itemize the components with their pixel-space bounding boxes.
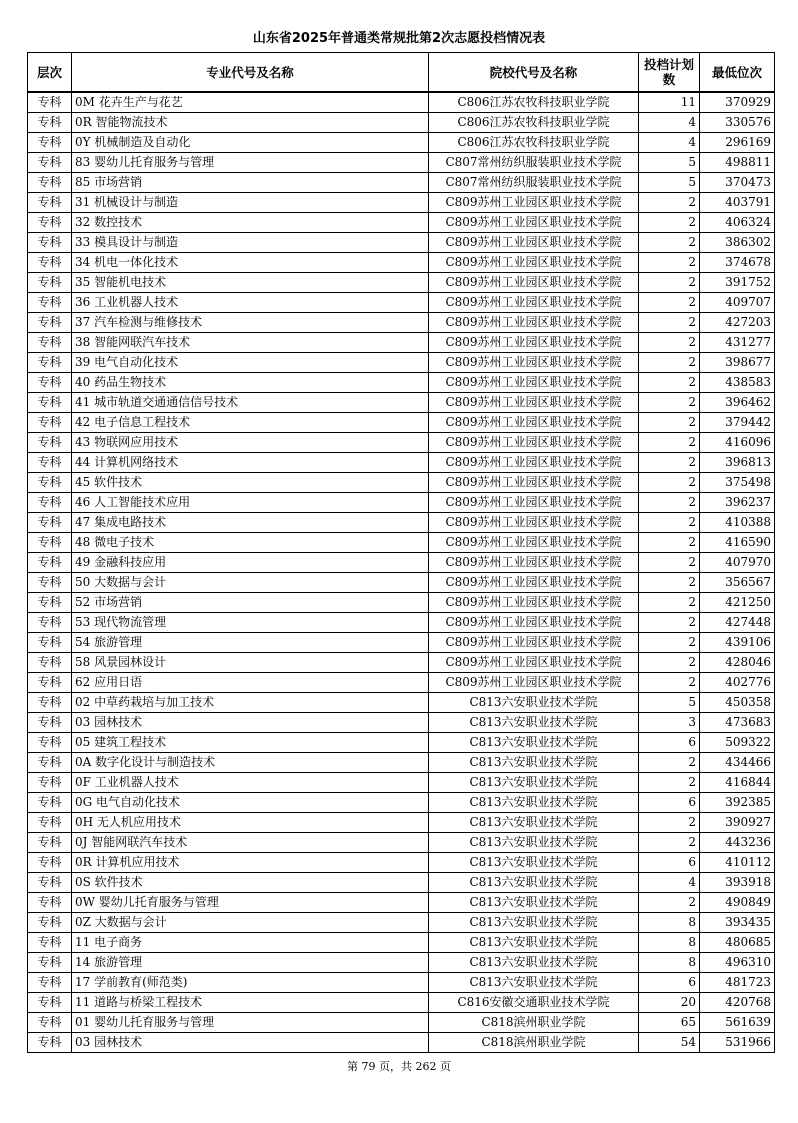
cell-level: 专科 xyxy=(28,813,72,833)
cell-min-rank: 409707 xyxy=(700,293,775,313)
cell-major: 54 旅游管理 xyxy=(72,633,429,653)
table-row xyxy=(28,1033,775,1053)
header-major: 专业代号及名称 xyxy=(72,53,429,93)
table-row xyxy=(28,973,775,993)
cell-plan-count: 2 xyxy=(639,753,700,773)
table-row xyxy=(28,553,775,573)
cell-level: 专科 xyxy=(28,133,72,153)
cell-plan-count: 2 xyxy=(639,833,700,853)
cell-level: 专科 xyxy=(28,693,72,713)
cell-level: 专科 xyxy=(28,773,72,793)
cell-min-rank: 531966 xyxy=(700,1033,775,1053)
cell-school: C809苏州工业园区职业技术学院 xyxy=(429,233,639,253)
cell-school: C813六安职业技术学院 xyxy=(429,893,639,913)
cell-major: 31 机械设计与制造 xyxy=(72,193,429,213)
cell-major: 11 道路与桥梁工程技术 xyxy=(72,993,429,1013)
cell-school: C813六安职业技术学院 xyxy=(429,853,639,873)
cell-min-rank: 396237 xyxy=(700,493,775,513)
table-row xyxy=(28,493,775,513)
cell-min-rank: 406324 xyxy=(700,213,775,233)
cell-level: 专科 xyxy=(28,973,72,993)
cell-school: C809苏州工业园区职业技术学院 xyxy=(429,293,639,313)
cell-min-rank: 393918 xyxy=(700,873,775,893)
cell-major: 38 智能网联汽车技术 xyxy=(72,333,429,353)
cell-major: 45 软件技术 xyxy=(72,473,429,493)
cell-school: C809苏州工业园区职业技术学院 xyxy=(429,613,639,633)
cell-major: 40 药品生物技术 xyxy=(72,373,429,393)
cell-major: 32 数控技术 xyxy=(72,213,429,233)
cell-min-rank: 296169 xyxy=(700,133,775,153)
cell-min-rank: 416096 xyxy=(700,433,775,453)
cell-plan-count: 5 xyxy=(639,153,700,173)
cell-min-rank: 498811 xyxy=(700,153,775,173)
cell-school: C809苏州工业园区职业技术学院 xyxy=(429,573,639,593)
cell-level: 专科 xyxy=(28,373,72,393)
cell-plan-count: 2 xyxy=(639,613,700,633)
cell-major: 03 园林技术 xyxy=(72,1033,429,1053)
cell-plan-count: 8 xyxy=(639,913,700,933)
cell-plan-count: 2 xyxy=(639,513,700,533)
cell-major: 39 电气自动化技术 xyxy=(72,353,429,373)
cell-school: C813六安职业技术学院 xyxy=(429,913,639,933)
cell-level: 专科 xyxy=(28,533,72,553)
cell-min-rank: 375498 xyxy=(700,473,775,493)
cell-min-rank: 403791 xyxy=(700,193,775,213)
table-row xyxy=(28,633,775,653)
cell-school: C809苏州工业园区职业技术学院 xyxy=(429,313,639,333)
table-row xyxy=(28,173,775,193)
cell-major: 0W 婴幼儿托育服务与管理 xyxy=(72,893,429,913)
cell-min-rank: 379442 xyxy=(700,413,775,433)
cell-school: C809苏州工业园区职业技术学院 xyxy=(429,413,639,433)
cell-min-rank: 410112 xyxy=(700,853,775,873)
cell-level: 专科 xyxy=(28,633,72,653)
table-row xyxy=(28,993,775,1013)
cell-major: 42 电子信息工程技术 xyxy=(72,413,429,433)
cell-major: 11 电子商务 xyxy=(72,933,429,953)
table-row xyxy=(28,293,775,313)
cell-level: 专科 xyxy=(28,213,72,233)
cell-min-rank: 443236 xyxy=(700,833,775,853)
cell-major: 05 建筑工程技术 xyxy=(72,733,429,753)
cell-major: 0H 无人机应用技术 xyxy=(72,813,429,833)
cell-school: C813六安职业技术学院 xyxy=(429,833,639,853)
cell-plan-count: 5 xyxy=(639,173,700,193)
cell-min-rank: 450358 xyxy=(700,693,775,713)
cell-plan-count: 2 xyxy=(639,813,700,833)
cell-min-rank: 402776 xyxy=(700,673,775,693)
cell-plan-count: 2 xyxy=(639,293,700,313)
cell-major: 41 城市轨道交通通信信号技术 xyxy=(72,393,429,413)
cell-plan-count: 6 xyxy=(639,973,700,993)
cell-school: C809苏州工业园区职业技术学院 xyxy=(429,473,639,493)
table-row xyxy=(28,953,775,973)
cell-major: 14 旅游管理 xyxy=(72,953,429,973)
cell-school: C809苏州工业园区职业技术学院 xyxy=(429,593,639,613)
cell-major: 85 市场营销 xyxy=(72,173,429,193)
cell-level: 专科 xyxy=(28,553,72,573)
table-row xyxy=(28,713,775,733)
cell-plan-count: 11 xyxy=(639,92,700,113)
cell-min-rank: 374678 xyxy=(700,253,775,273)
cell-min-rank: 370929 xyxy=(700,92,775,113)
table-row xyxy=(28,773,775,793)
table-row xyxy=(28,453,775,473)
cell-plan-count: 5 xyxy=(639,693,700,713)
cell-major: 58 风景园林设计 xyxy=(72,653,429,673)
cell-school: C809苏州工业园区职业技术学院 xyxy=(429,193,639,213)
cell-school: C813六安职业技术学院 xyxy=(429,713,639,733)
cell-level: 专科 xyxy=(28,713,72,733)
cell-school: C809苏州工业园区职业技术学院 xyxy=(429,253,639,273)
cell-level: 专科 xyxy=(28,353,72,373)
header-min-rank: 最低位次 xyxy=(700,53,775,93)
cell-level: 专科 xyxy=(28,913,72,933)
cell-level: 专科 xyxy=(28,193,72,213)
table-row xyxy=(28,693,775,713)
table-row xyxy=(28,533,775,553)
cell-min-rank: 473683 xyxy=(700,713,775,733)
cell-plan-count: 2 xyxy=(639,373,700,393)
cell-level: 专科 xyxy=(28,673,72,693)
cell-plan-count: 2 xyxy=(639,253,700,273)
cell-level: 专科 xyxy=(28,733,72,753)
cell-level: 专科 xyxy=(28,293,72,313)
cell-plan-count: 2 xyxy=(639,533,700,553)
cell-plan-count: 2 xyxy=(639,673,700,693)
cell-plan-count: 2 xyxy=(639,433,700,453)
table-row xyxy=(28,833,775,853)
table-row xyxy=(28,913,775,933)
cell-min-rank: 434466 xyxy=(700,753,775,773)
cell-min-rank: 398677 xyxy=(700,353,775,373)
cell-min-rank: 428046 xyxy=(700,653,775,673)
cell-school: C809苏州工业园区职业技术学院 xyxy=(429,653,639,673)
cell-school: C809苏州工业园区职业技术学院 xyxy=(429,453,639,473)
table-body xyxy=(28,92,775,1053)
cell-level: 专科 xyxy=(28,933,72,953)
cell-level: 专科 xyxy=(28,993,72,1013)
cell-min-rank: 330576 xyxy=(700,113,775,133)
cell-level: 专科 xyxy=(28,593,72,613)
cell-plan-count: 4 xyxy=(639,873,700,893)
table-row xyxy=(28,333,775,353)
cell-min-rank: 480685 xyxy=(700,933,775,953)
header-school: 院校代号及名称 xyxy=(429,53,639,93)
cell-plan-count: 2 xyxy=(639,453,700,473)
table-row xyxy=(28,133,775,153)
cell-level: 专科 xyxy=(28,493,72,513)
cell-major: 0R 计算机应用技术 xyxy=(72,853,429,873)
cell-level: 专科 xyxy=(28,173,72,193)
cell-level: 专科 xyxy=(28,433,72,453)
cell-school: C809苏州工业园区职业技术学院 xyxy=(429,553,639,573)
cell-major: 34 机电一体化技术 xyxy=(72,253,429,273)
cell-plan-count: 2 xyxy=(639,893,700,913)
cell-min-rank: 509322 xyxy=(700,733,775,753)
cell-major: 17 学前教育(师范类) xyxy=(72,973,429,993)
table-row xyxy=(28,193,775,213)
cell-level: 专科 xyxy=(28,753,72,773)
cell-major: 46 人工智能技术应用 xyxy=(72,493,429,513)
cell-major: 33 模具设计与制造 xyxy=(72,233,429,253)
cell-plan-count: 6 xyxy=(639,733,700,753)
cell-school: C806江苏农牧科技职业学院 xyxy=(429,92,639,113)
cell-plan-count: 2 xyxy=(639,473,700,493)
table-row xyxy=(28,373,775,393)
cell-level: 专科 xyxy=(28,273,72,293)
cell-school: C813六安职业技术学院 xyxy=(429,793,639,813)
cell-school: C809苏州工业园区职业技术学院 xyxy=(429,513,639,533)
cell-plan-count: 2 xyxy=(639,393,700,413)
table-row xyxy=(28,793,775,813)
cell-major: 53 现代物流管理 xyxy=(72,613,429,633)
table-row xyxy=(28,253,775,273)
cell-plan-count: 6 xyxy=(639,793,700,813)
table-row xyxy=(28,573,775,593)
cell-plan-count: 2 xyxy=(639,193,700,213)
cell-plan-count: 2 xyxy=(639,573,700,593)
cell-plan-count: 2 xyxy=(639,273,700,293)
cell-level: 专科 xyxy=(28,413,72,433)
cell-plan-count: 2 xyxy=(639,413,700,433)
cell-level: 专科 xyxy=(28,393,72,413)
cell-min-rank: 396462 xyxy=(700,393,775,413)
cell-min-rank: 356567 xyxy=(700,573,775,593)
page-footer: 第 79 页，共 262 页 xyxy=(347,1060,451,1073)
table-row xyxy=(28,353,775,373)
cell-level: 专科 xyxy=(28,1033,72,1053)
cell-plan-count: 2 xyxy=(639,593,700,613)
cell-plan-count: 2 xyxy=(639,353,700,373)
table-row xyxy=(28,873,775,893)
cell-level: 专科 xyxy=(28,153,72,173)
cell-level: 专科 xyxy=(28,793,72,813)
cell-school: C809苏州工业园区职业技术学院 xyxy=(429,333,639,353)
cell-plan-count: 4 xyxy=(639,133,700,153)
cell-plan-count: 2 xyxy=(639,493,700,513)
cell-major: 62 应用日语 xyxy=(72,673,429,693)
header-plan-count: 投档计划数 xyxy=(639,53,700,93)
cell-school: C813六安职业技术学院 xyxy=(429,693,639,713)
cell-school: C809苏州工业园区职业技术学院 xyxy=(429,273,639,293)
cell-min-rank: 438583 xyxy=(700,373,775,393)
cell-major: 01 婴幼儿托育服务与管理 xyxy=(72,1013,429,1033)
cell-school: C809苏州工业园区职业技术学院 xyxy=(429,633,639,653)
table-row xyxy=(28,1013,775,1033)
cell-major: 47 集成电路技术 xyxy=(72,513,429,533)
cell-school: C813六安职业技术学院 xyxy=(429,933,639,953)
cell-plan-count: 65 xyxy=(639,1013,700,1033)
cell-school: C816安徽交通职业技术学院 xyxy=(429,993,639,1013)
cell-level: 专科 xyxy=(28,113,72,133)
cell-plan-count: 6 xyxy=(639,853,700,873)
table-row xyxy=(28,893,775,913)
cell-plan-count: 20 xyxy=(639,993,700,1013)
cell-school: C809苏州工业园区职业技术学院 xyxy=(429,353,639,373)
table-row xyxy=(28,653,775,673)
cell-major: 52 市场营销 xyxy=(72,593,429,613)
cell-level: 专科 xyxy=(28,833,72,853)
table-row xyxy=(28,733,775,753)
cell-school: C806江苏农牧科技职业学院 xyxy=(429,113,639,133)
table-row xyxy=(28,413,775,433)
cell-major: 49 金融科技应用 xyxy=(72,553,429,573)
cell-level: 专科 xyxy=(28,873,72,893)
cell-major: 03 园林技术 xyxy=(72,713,429,733)
cell-level: 专科 xyxy=(28,1013,72,1033)
cell-plan-count: 8 xyxy=(639,953,700,973)
cell-plan-count: 2 xyxy=(639,213,700,233)
cell-major: 0M 花卉生产与花艺 xyxy=(72,92,429,113)
cell-school: C813六安职业技术学院 xyxy=(429,773,639,793)
cell-min-rank: 439106 xyxy=(700,633,775,653)
cell-level: 专科 xyxy=(28,453,72,473)
cell-school: C809苏州工业园区职业技术学院 xyxy=(429,493,639,513)
table-row xyxy=(28,433,775,453)
cell-level: 专科 xyxy=(28,513,72,533)
cell-plan-count: 2 xyxy=(639,313,700,333)
cell-major: 0Y 机械制造及自动化 xyxy=(72,133,429,153)
cell-plan-count: 2 xyxy=(639,633,700,653)
cell-school: C809苏州工业园区职业技术学院 xyxy=(429,373,639,393)
cell-level: 专科 xyxy=(28,333,72,353)
cell-min-rank: 407970 xyxy=(700,553,775,573)
cell-min-rank: 421250 xyxy=(700,593,775,613)
cell-min-rank: 393435 xyxy=(700,913,775,933)
cell-school: C813六安职业技术学院 xyxy=(429,753,639,773)
table-row xyxy=(28,393,775,413)
table-row xyxy=(28,813,775,833)
table-row xyxy=(28,513,775,533)
cell-level: 专科 xyxy=(28,653,72,673)
cell-level: 专科 xyxy=(28,473,72,493)
table-row xyxy=(28,92,775,113)
cell-school: C818滨州职业学院 xyxy=(429,1033,639,1053)
cell-min-rank: 490849 xyxy=(700,893,775,913)
table-row xyxy=(28,213,775,233)
table-row xyxy=(28,753,775,773)
cell-min-rank: 390927 xyxy=(700,813,775,833)
cell-school: C806江苏农牧科技职业学院 xyxy=(429,133,639,153)
header-level: 层次 xyxy=(28,53,72,93)
cell-major: 0A 数字化设计与制造技术 xyxy=(72,753,429,773)
cell-school: C809苏州工业园区职业技术学院 xyxy=(429,533,639,553)
cell-school: C807常州纺织服装职业技术学院 xyxy=(429,153,639,173)
cell-major: 48 微电子技术 xyxy=(72,533,429,553)
cell-plan-count: 2 xyxy=(639,653,700,673)
cell-min-rank: 420768 xyxy=(700,993,775,1013)
cell-min-rank: 427203 xyxy=(700,313,775,333)
cell-min-rank: 416590 xyxy=(700,533,775,553)
cell-min-rank: 481723 xyxy=(700,973,775,993)
cell-level: 专科 xyxy=(28,573,72,593)
cell-major: 0R 智能物流技术 xyxy=(72,113,429,133)
cell-plan-count: 54 xyxy=(639,1033,700,1053)
cell-major: 0G 电气自动化技术 xyxy=(72,793,429,813)
table-row xyxy=(28,933,775,953)
table-row xyxy=(28,853,775,873)
cell-min-rank: 392385 xyxy=(700,793,775,813)
cell-level: 专科 xyxy=(28,613,72,633)
cell-school: C809苏州工业园区职业技术学院 xyxy=(429,433,639,453)
cell-major: 50 大数据与会计 xyxy=(72,573,429,593)
cell-min-rank: 410388 xyxy=(700,513,775,533)
table-row xyxy=(28,153,775,173)
cell-plan-count: 2 xyxy=(639,333,700,353)
cell-school: C813六安职业技术学院 xyxy=(429,733,639,753)
cell-school: C809苏州工业园区职业技术学院 xyxy=(429,393,639,413)
cell-level: 专科 xyxy=(28,853,72,873)
cell-school: C818滨州职业学院 xyxy=(429,1013,639,1033)
table-row xyxy=(28,473,775,493)
cell-level: 专科 xyxy=(28,953,72,973)
cell-min-rank: 431277 xyxy=(700,333,775,353)
cell-school: C807常州纺织服装职业技术学院 xyxy=(429,173,639,193)
cell-major: 0S 软件技术 xyxy=(72,873,429,893)
cell-plan-count: 4 xyxy=(639,113,700,133)
cell-plan-count: 8 xyxy=(639,933,700,953)
cell-level: 专科 xyxy=(28,313,72,333)
cell-major: 0F 工业机器人技术 xyxy=(72,773,429,793)
cell-major: 36 工业机器人技术 xyxy=(72,293,429,313)
cell-major: 0Z 大数据与会计 xyxy=(72,913,429,933)
cell-min-rank: 561639 xyxy=(700,1013,775,1033)
cell-major: 02 中草药栽培与加工技术 xyxy=(72,693,429,713)
table-row xyxy=(28,673,775,693)
table-header-row xyxy=(28,53,775,93)
table-row xyxy=(28,313,775,333)
cell-school: C813六安职业技术学院 xyxy=(429,873,639,893)
cell-level: 专科 xyxy=(28,893,72,913)
cell-level: 专科 xyxy=(28,253,72,273)
cell-major: 44 计算机网络技术 xyxy=(72,453,429,473)
cell-school: C809苏州工业园区职业技术学院 xyxy=(429,673,639,693)
cell-level: 专科 xyxy=(28,233,72,253)
cell-major: 35 智能机电技术 xyxy=(72,273,429,293)
cell-plan-count: 2 xyxy=(639,233,700,253)
cell-school: C813六安职业技术学院 xyxy=(429,953,639,973)
table-row xyxy=(28,233,775,253)
cell-school: C813六安职业技术学院 xyxy=(429,973,639,993)
page-title: 山东省2025年普通类常规批第2次志愿投档情况表 xyxy=(252,31,546,46)
table-row xyxy=(28,113,775,133)
table-row xyxy=(28,273,775,293)
cell-min-rank: 396813 xyxy=(700,453,775,473)
cell-min-rank: 386302 xyxy=(700,233,775,253)
cell-level: 专科 xyxy=(28,92,72,113)
table-row xyxy=(28,613,775,633)
cell-plan-count: 2 xyxy=(639,553,700,573)
cell-major: 83 婴幼儿托育服务与管理 xyxy=(72,153,429,173)
cell-min-rank: 391752 xyxy=(700,273,775,293)
cell-major: 0J 智能网联汽车技术 xyxy=(72,833,429,853)
cell-major: 43 物联网应用技术 xyxy=(72,433,429,453)
cell-min-rank: 370473 xyxy=(700,173,775,193)
cell-min-rank: 496310 xyxy=(700,953,775,973)
cell-school: C809苏州工业园区职业技术学院 xyxy=(429,213,639,233)
table-row xyxy=(28,593,775,613)
cell-major: 37 汽车检测与维修技术 xyxy=(72,313,429,333)
cell-min-rank: 416844 xyxy=(700,773,775,793)
cell-min-rank: 427448 xyxy=(700,613,775,633)
admission-table xyxy=(27,52,775,1053)
cell-plan-count: 2 xyxy=(639,773,700,793)
cell-school: C813六安职业技术学院 xyxy=(429,813,639,833)
cell-plan-count: 3 xyxy=(639,713,700,733)
